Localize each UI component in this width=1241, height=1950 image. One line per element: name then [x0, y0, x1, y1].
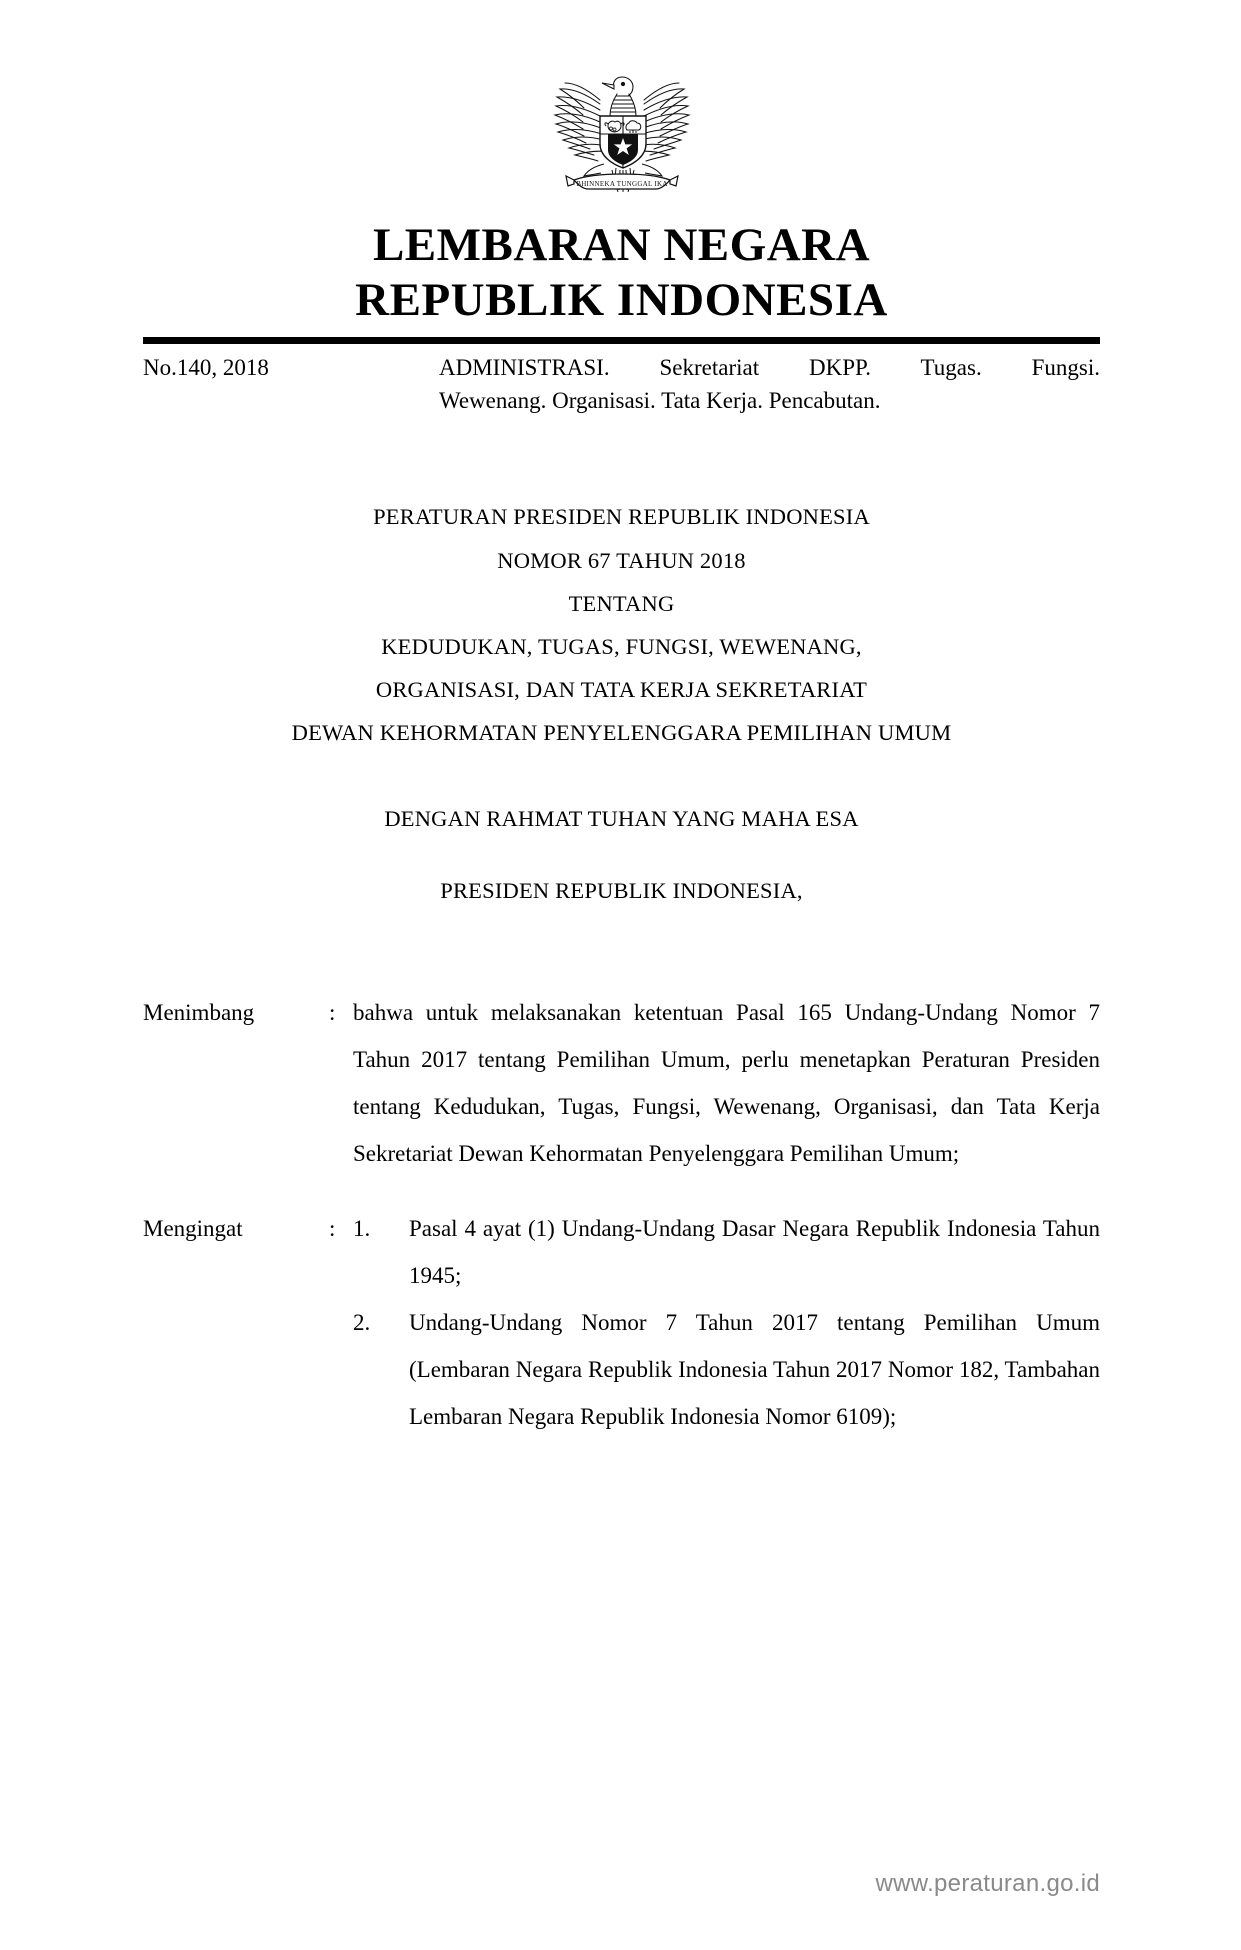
masthead-title: [143, 218, 1100, 327]
issue-subject-keywords: [439, 352, 1100, 417]
emblem-container: [143, 0, 1100, 206]
list-item-marker: 1.: [353, 1216, 371, 1242]
clause-menimbang-colon: :: [329, 1000, 336, 1026]
clause-mengingat-colon: :: [329, 1216, 336, 1242]
footer-watermark: www.peraturan.go.id: [875, 1870, 1100, 1897]
clause-menimbang: [143, 990, 1100, 1178]
clause-mengingat-body: [353, 1206, 1100, 1441]
issue-subject-line-2: Wewenang. Organisasi. Tata Kerja. Pencabutan.: [439, 387, 881, 413]
clause-menimbang-label: Menimbang: [143, 1000, 255, 1026]
list-item: [353, 1300, 1100, 1441]
title-line-1: PERATURAN PRESIDEN REPUBLIK INDONESIA: [373, 504, 870, 530]
masthead-line-1: LEMBARAN NEGARA: [372, 219, 871, 271]
title-line-4: KEDUDUKAN, TUGAS, FUNGSI, WEWENANG,: [381, 633, 862, 659]
title-line-3: TENTANG: [568, 590, 675, 616]
title-line-5: ORGANISASI, DAN TATA KERJA SEKRETARIAT: [375, 677, 868, 703]
clauses-section: [143, 990, 1100, 1440]
title-line-2: NOMOR 67 TAHUN 2018: [497, 547, 746, 573]
list-item-text: Pasal 4 ayat (1) Undang-Undang Dasar Negara Republik Indonesia Tahun 1945;: [409, 1216, 1100, 1288]
masthead-line-2: REPUBLIK INDONESIA: [355, 273, 888, 326]
president-line: PRESIDEN REPUBLIK INDONESIA,: [440, 878, 803, 904]
mengingat-item-list: [353, 1206, 1100, 1441]
page-content: [143, 0, 1100, 1441]
clause-menimbang-body: [353, 990, 1100, 1178]
header-divider-rule: [143, 337, 1100, 344]
list-item-marker: 2.: [353, 1309, 371, 1335]
clause-mengingat: [143, 1206, 1100, 1441]
svg-text:BHINNEKA TUNGGAL IKA: BHINNEKA TUNGGAL IKA: [575, 180, 668, 188]
clause-mengingat-label: Mengingat: [143, 1216, 243, 1242]
issue-header-row: [143, 352, 1100, 417]
garuda-pancasila-emblem: [538, 58, 706, 206]
issue-number: No.140, 2018: [143, 355, 269, 381]
regulation-title-block: [143, 495, 1100, 754]
issue-subject-line-1: ADMINISTRASI. Sekretariat DKPP. Tugas. Fungsi.: [439, 355, 1100, 381]
invocation-line: DENGAN RAHMAT TUHAN YANG MAHA ESA: [384, 806, 859, 832]
list-item-text: Undang-Undang Nomor 7 Tahun 2017 tentang Pemilihan Umum (Lembaran Negara Republik Indonesia Tahun 2017 Nomor 182, Tambahan Lembaran Negara Republik Indonesia Nomor 6109);: [409, 1309, 1100, 1429]
list-item: [353, 1206, 1100, 1300]
clause-menimbang-text: bahwa untuk melaksanakan ketentuan Pasal 165 Undang-Undang Nomor 7 Tahun 2017 tentang Pemilihan Umum, perlu menetapkan Peraturan Presiden tentang Kedudukan, Tugas, Fungsi, Wewenang, Organisasi, dan Tata Kerja Sekretariat Dewan Kehormatan Penyelenggara Pemilihan Umum;: [353, 1000, 1100, 1167]
title-line-6: DEWAN KEHORMATAN PENYELENGGARA PEMILIHAN UMUM: [291, 720, 952, 746]
